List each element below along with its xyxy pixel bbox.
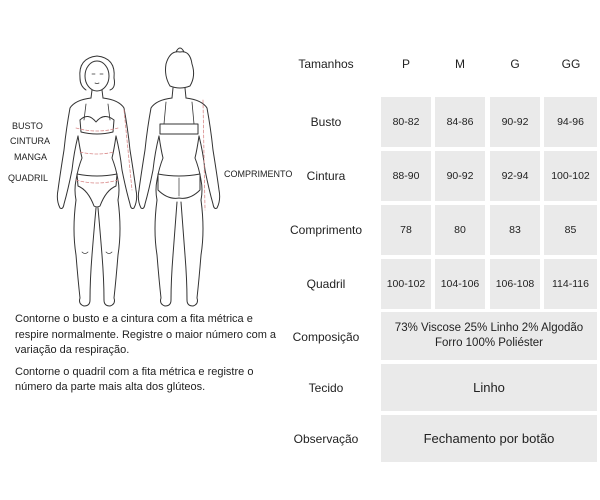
cell-cintura-m: 90-92	[435, 151, 485, 201]
row-label-cintura: Cintura	[306, 169, 346, 183]
header-tamanhos: Tamanhos	[298, 57, 354, 71]
cell-quadril-p: 100-102	[381, 259, 431, 309]
cell-cintura-gg: 100-102	[544, 151, 597, 201]
cell-tecido	[381, 364, 597, 411]
row-label-quadril: Quadril	[306, 277, 346, 291]
cell-comprimento-p: 78	[381, 205, 431, 255]
composicao-line-1: 73% Viscose 25% Linho 2% Algodão	[394, 322, 584, 334]
cell-quadril-m: 104-106	[435, 259, 485, 309]
row-label-composicao: Composição	[292, 330, 360, 344]
instruction-busto-cintura: Contorne o busto e a cintura com a fita métrica e respire normalmente. Registre o maior número com a variação da respiração.	[15, 313, 277, 356]
cell-cintura-g: 92-94	[490, 151, 540, 201]
cell-comprimento-m: 80	[435, 205, 485, 255]
cell-observacao	[381, 415, 597, 462]
measurement-instructions	[15, 312, 277, 402]
label-quadril: QUADRIL	[8, 173, 49, 183]
cell-busto-g: 90-92	[490, 97, 540, 147]
label-cintura: CINTURA	[10, 136, 50, 146]
row-label-busto: Busto	[310, 115, 342, 129]
back-body-illustration	[138, 48, 219, 306]
cell-comprimento-gg: 85	[544, 205, 597, 255]
cell-cintura-p: 88-90	[381, 151, 431, 201]
row-label-comprimento: Comprimento	[289, 223, 363, 237]
label-busto: BUSTO	[12, 121, 43, 131]
observacao-value: Fechamento por botão	[423, 431, 555, 446]
size-header-m: M	[455, 57, 465, 71]
size-header-gg: GG	[561, 57, 581, 71]
row-label-observacao: Observação	[293, 432, 359, 446]
instruction-quadril: Contorne o quadril com a fita métrica e registre o número da parte mais alta dos glúteos.	[15, 365, 254, 393]
tecido-value: Linho	[473, 380, 505, 395]
size-header-g: G	[510, 57, 520, 71]
cell-quadril-g: 106-108	[490, 259, 540, 309]
row-label-tecido: Tecido	[308, 381, 344, 395]
cell-busto-gg: 94-96	[544, 97, 597, 147]
composicao-line-2: Forro 100% Poliéster	[434, 337, 544, 349]
cell-busto-p: 80-82	[381, 97, 431, 147]
size-header-p: P	[401, 57, 410, 71]
cell-composicao	[381, 312, 597, 360]
front-body-illustration	[57, 56, 136, 306]
cell-comprimento-g: 83	[490, 205, 540, 255]
label-manga: MANGA	[14, 152, 48, 162]
cell-busto-m: 84-86	[435, 97, 485, 147]
label-comprimento: COMPRIMENTO	[224, 169, 293, 179]
cell-quadril-gg: 114-116	[544, 259, 597, 309]
